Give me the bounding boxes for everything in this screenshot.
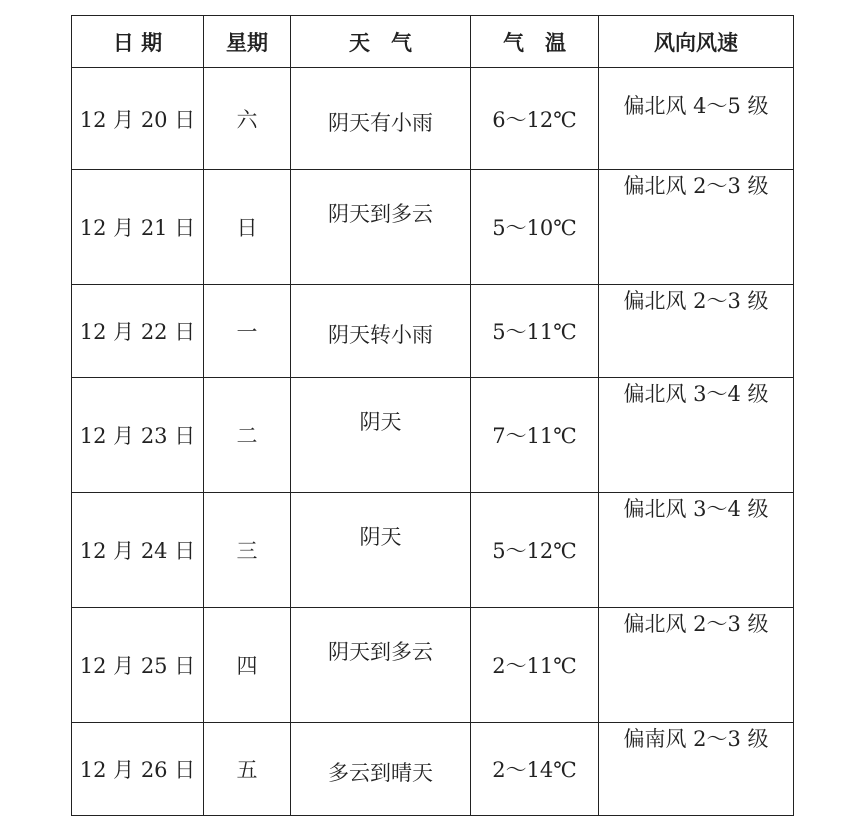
weekday-cell: 一: [204, 285, 291, 378]
temperature-cell: 5～11℃: [471, 285, 599, 378]
header-weather: 天 气: [291, 16, 471, 68]
weather-cell: 阴天到多云: [291, 170, 471, 285]
weekday-cell: 日: [204, 170, 291, 285]
wind-cell: 偏北风 3～4 级: [599, 493, 794, 608]
wind-cell: 偏北风 2～3 级: [599, 285, 794, 378]
weekday-cell: 五: [204, 723, 291, 816]
weather-cell: 阴天有小雨: [291, 68, 471, 170]
date-cell: 12 月 23 日: [72, 378, 204, 493]
date-cell: 12 月 22 日: [72, 285, 204, 378]
wind-cell: 偏北风 2～3 级: [599, 170, 794, 285]
wind-cell: 偏北风 4～5 级: [599, 68, 794, 170]
table-row: [72, 68, 794, 170]
wind-cell: 偏北风 2～3 级: [599, 608, 794, 723]
date-cell: 12 月 25 日: [72, 608, 204, 723]
weather-cell: 阴天转小雨: [291, 285, 471, 378]
table-row: [72, 608, 794, 723]
wind-cell: 偏北风 3～4 级: [599, 378, 794, 493]
weather-cell: 阴天到多云: [291, 608, 471, 723]
table-row: [72, 170, 794, 285]
weekday-cell: 六: [204, 68, 291, 170]
header-wind: 风向风速: [599, 16, 794, 68]
date-cell: 12 月 26 日: [72, 723, 204, 816]
date-cell: 12 月 21 日: [72, 170, 204, 285]
temperature-cell: 2～14℃: [471, 723, 599, 816]
weather-forecast-table: [71, 15, 794, 816]
header-date: 日 期: [72, 16, 204, 68]
header-weekday: 星期: [204, 16, 291, 68]
temperature-cell: 5～10℃: [471, 170, 599, 285]
header-temperature: 气 温: [471, 16, 599, 68]
date-cell: 12 月 24 日: [72, 493, 204, 608]
weekday-cell: 四: [204, 608, 291, 723]
date-cell: 12 月 20 日: [72, 68, 204, 170]
weekday-cell: 三: [204, 493, 291, 608]
temperature-cell: 5～12℃: [471, 493, 599, 608]
temperature-cell: 6～12℃: [471, 68, 599, 170]
temperature-cell: 7～11℃: [471, 378, 599, 493]
wind-cell: 偏南风 2～3 级: [599, 723, 794, 816]
weather-cell: 阴天: [291, 493, 471, 608]
weather-cell: 多云到晴天: [291, 723, 471, 816]
temperature-cell: 2～11℃: [471, 608, 599, 723]
table-row: [72, 493, 794, 608]
weekday-cell: 二: [204, 378, 291, 493]
table-row: [72, 378, 794, 493]
table-row: [72, 723, 794, 816]
table-row: [72, 285, 794, 378]
weather-cell: 阴天: [291, 378, 471, 493]
table-header-row: [72, 16, 794, 68]
